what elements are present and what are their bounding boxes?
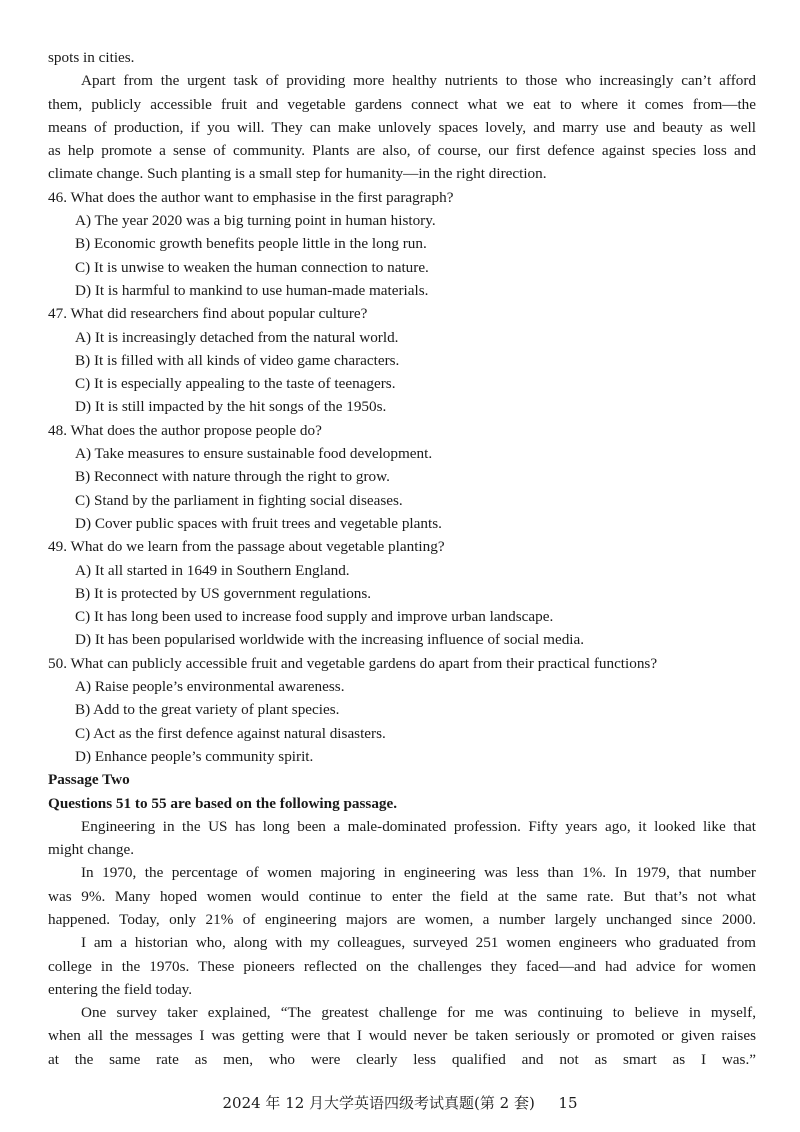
passage-line: Apart from the urgent task of providing more healthy nutrients to those who increasingly can’t afford — [81, 72, 756, 90]
question-option: B) It is protected by US government regulations. — [75, 584, 372, 602]
question-stem: 48. What does the author propose people do? — [48, 421, 322, 439]
question-option: B) Economic growth benefits people little in the long run. — [75, 235, 427, 253]
passage-line: at the same rate as men, who were clearly less qualified and not as smart as I was.” — [48, 1050, 756, 1068]
question-option: B) Add to the great variety of plant species. — [75, 701, 340, 719]
passage-line: was 9%. Many hoped women would continue to enter the field at the same rate. But that’s not what — [48, 887, 756, 905]
question-option: C) It is especially appealing to the taste of teenagers. — [75, 375, 396, 393]
question-option: B) Reconnect with nature through the right to grow. — [75, 468, 390, 486]
passage-heading: Passage Two — [48, 771, 130, 789]
question-option: A) It all started in 1649 in Southern England. — [75, 561, 350, 579]
question-option: A) The year 2020 was a big turning point in human history. — [75, 212, 436, 230]
passage-line: might change. — [48, 841, 135, 859]
question-option: A) Take measures to ensure sustainable food development. — [75, 445, 433, 463]
question-stem: 46. What does the author want to emphasise in the first paragraph? — [48, 188, 454, 206]
passage-line: I am a historian who, along with my colleagues, surveyed 251 women engineers who graduated from — [81, 934, 756, 952]
question-option: C) Act as the first defence against natural disasters. — [75, 724, 386, 742]
passage-line: when all the messages I was getting were that I would never be taken seriously or promoted or given raises — [48, 1027, 756, 1045]
passage-instruction: Questions 51 to 55 are based on the following passage. — [48, 794, 398, 812]
passage-line: entering the field today. — [48, 980, 193, 998]
question-option: D) It is harmful to mankind to use human-made materials. — [75, 281, 429, 299]
passage-line: means of production, if you will. They can make unlovely spaces lovely, and marry use and beauty as well — [48, 118, 756, 136]
passage-line: as help promote a sense of community. Plants are also, of course, our first defence against species loss and — [48, 142, 756, 160]
passage-line: happened. Today, only 21% of engineering majors are women, a number largely unchanged since 2000. — [48, 910, 756, 928]
question-option: D) It is still impacted by the hit songs of the 1950s. — [75, 398, 387, 416]
question-option: A) Raise people’s environmental awareness. — [75, 678, 345, 696]
question-option: D) Cover public spaces with fruit trees and vegetable plants. — [75, 514, 442, 532]
passage-line: In 1970, the percentage of women majoring in engineering was less than 1%. In 1979, that number — [81, 864, 756, 882]
passage-line: spots in cities. — [48, 49, 135, 66]
footer-title: 2024 年 12 月大学英语四级考试真题(第 2 套) — [222, 1094, 535, 1112]
passage-line: Engineering in the US has long been a male-dominated profession. Fifty years ago, it looked like that — [81, 817, 756, 835]
question-option: C) It has long been used to increase food supply and improve urban landscape. — [75, 608, 554, 626]
passage-line: climate change. Such planting is a small step for humanity—in the right direction. — [48, 165, 547, 183]
question-option: C) Stand by the parliament in fighting social diseases. — [75, 491, 403, 509]
question-option: B) It is filled with all kinds of video game characters. — [75, 351, 400, 369]
page-content — [48, 46, 756, 1071]
page-number: 15 — [558, 1094, 578, 1112]
page-footer — [0, 1093, 800, 1113]
question-option: D) It has been popularised worldwide with the increasing influence of social media. — [75, 631, 585, 649]
question-stem: 49. What do we learn from the passage about vegetable planting? — [48, 538, 445, 556]
passage-line: One survey taker explained, “The greatest challenge for me was continuing to believe in myself, — [81, 1004, 756, 1022]
question-option: D) Enhance people’s community spirit. — [75, 747, 314, 765]
passage-line: them, publicly accessible fruit and vegetable gardens connect what we eat to where it comes from—the — [48, 95, 756, 113]
question-stem: 50. What can publicly accessible fruit and vegetable gardens do apart from their practical functions? — [48, 654, 658, 672]
question-option: A) It is increasingly detached from the natural world. — [75, 328, 399, 346]
question-stem: 47. What did researchers find about popular culture? — [48, 305, 368, 323]
question-option: C) It is unwise to weaken the human connection to nature. — [75, 258, 429, 276]
passage-line: college in the 1970s. These pioneers reflected on the challenges they faced—and had advice for women — [48, 957, 756, 975]
